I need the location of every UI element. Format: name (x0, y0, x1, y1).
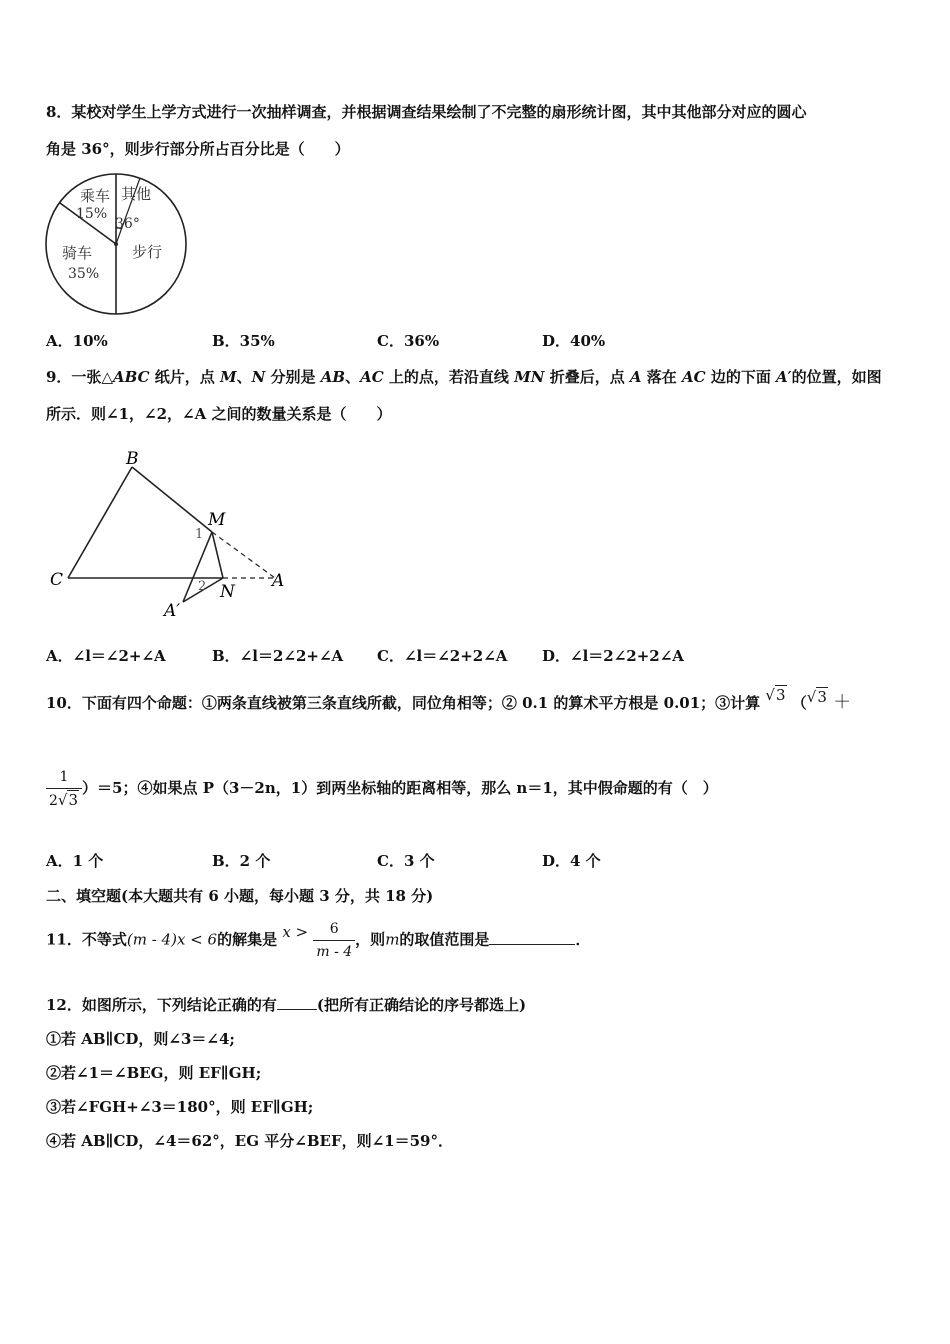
q10-option-c: C．3 个 (377, 852, 435, 870)
q9-option-d: D．∠l＝2∠2+2∠A (542, 647, 684, 665)
q8-option-a: A．10% (46, 332, 108, 350)
pie-label-bike-pct: 35% (68, 266, 100, 282)
q10-stem-line1: 10．下面有四个命题：①两条直线被第三条直线所截，同位角相等；② 0.1 的算术平方根是 0.01；③计算 √3 （√3 ＋ (46, 686, 852, 713)
pie-label-walk: 步行 (132, 243, 163, 261)
q9-option-c: C．∠l＝∠2+2∠A (377, 647, 508, 665)
segment-CB (68, 467, 132, 578)
q9-option-a: A．∠l＝∠2+∠A (46, 647, 166, 665)
q9-option-b: B．∠l＝2∠2+∠A (212, 647, 344, 665)
segment-BM (132, 467, 212, 532)
q12-stem: 12．如图所示，下列结论正确的有 (把所有正确结论的序号都选上) (46, 996, 527, 1014)
q8-option-d: D．40% (542, 332, 606, 350)
q8-option-b: B．35% (212, 332, 275, 350)
sqrt-3-b: √3 (806, 688, 827, 706)
label-B: B (126, 449, 139, 469)
sqrt-3-a: √3 (765, 686, 786, 704)
q9-triangle-figure (40, 445, 300, 625)
q12-item-2: ②若∠1＝∠BEG，则 EF∥GH; (46, 1064, 262, 1082)
label-M: M (208, 510, 226, 530)
q12-answer-blank (277, 1009, 317, 1010)
pie-label-bike: 骑车 (62, 244, 93, 262)
pie-center (114, 242, 118, 246)
q9-stem-line2: 所示．则∠1，∠2，∠A 之间的数量关系是（ ） (46, 405, 392, 423)
q8-option-c: C．36% (377, 332, 440, 350)
q9-stem-line1: 9．一张△ABC 纸片，点 M、N 分别是 AB、AC 上的点，若沿直线 MN 折叠后，点 A 落在 AC 边的下面 A′的位置，如图 (46, 368, 882, 386)
section-fill-in-title: 二、填空题(本大题共有 6 小题，每小题 3 分，共 18 分) (46, 887, 434, 905)
q11-answer-blank (489, 944, 575, 945)
q10-option-b: B．2 个 (212, 852, 271, 870)
label-A: A (272, 571, 285, 591)
q8-pie-chart (40, 168, 195, 318)
q10-option-d: D．4 个 (542, 852, 601, 870)
label-angle-1: 1 (195, 527, 204, 542)
label-C: C (50, 570, 64, 590)
q12-item-3: ③若∠FGH+∠3＝180°，则 EF∥GH; (46, 1098, 314, 1116)
q12-item-4: ④若 AB∥CD，∠4＝62°，EG 平分∠BEF，则∠1＝59°． (46, 1132, 453, 1150)
label-A-prime: A′ (164, 601, 181, 621)
pie-label-other-angle: 36° (115, 216, 140, 232)
q8-stem-line2: 角是 36°，则步行部分所占百分比是（ ） (46, 140, 350, 158)
q10-option-a: A．1 个 (46, 852, 104, 870)
fraction-one-over-two-sqrt3: $\frac{1}{2√3}$ (46, 766, 82, 812)
label-N: N (220, 582, 235, 602)
q12-item-1: ①若 AB∥CD，则∠3＝∠4; (46, 1030, 235, 1048)
q8-stem-line1: 8．某校对学生上学方式进行一次抽样调查，并根据调查结果绘制了不完整的扇形统计图，其中其他部分对应的圆心 (46, 103, 807, 121)
pie-label-bus-pct: 15% (76, 206, 108, 222)
fraction-6-over-m-4: $\frac{6}{m - 4}$ (313, 918, 355, 963)
label-angle-2: 2 (198, 579, 207, 594)
q11-stem: 11．不等式(m - 4)x < 6的解集是 x > $\frac{6}{m - 4}$ ，则m的取值范围是 ． (46, 918, 590, 963)
pie-label-bus: 乘车 (80, 187, 111, 205)
q10-stem-line2: $\frac{1}{2√3}$ ）＝5；④如果点 P（3－2n，1）到两坐标轴的距离相等，那么 n＝1，其中假命题的有（ ） (46, 766, 718, 812)
pie-label-other: 其他 (121, 185, 152, 203)
